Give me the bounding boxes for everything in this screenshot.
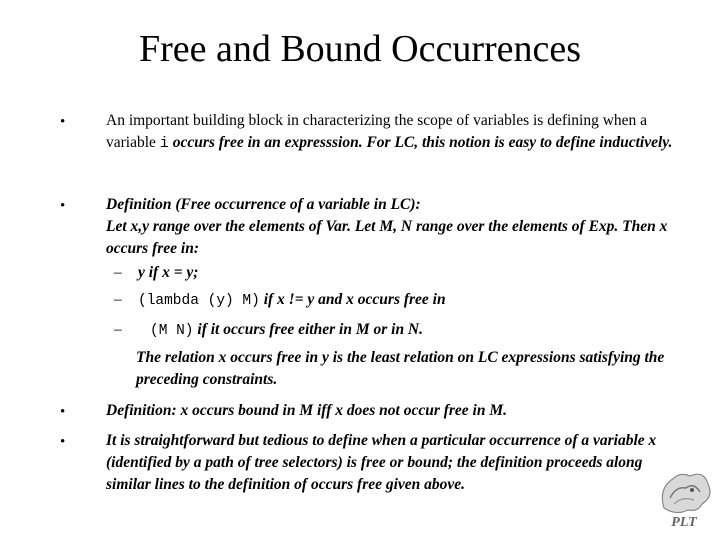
relation-note: The relation x occurs free in y is the least relation on LC expressions satisfying the preceding constraints. — [136, 349, 665, 388]
rule-application-text: if it occurs free either in M or in N. — [193, 321, 424, 338]
bullet-icon: • — [60, 404, 66, 420]
rule-application — [150, 319, 423, 342]
page-title: Free and Bound Occurrences — [138, 28, 582, 70]
logo-text: PLT — [671, 515, 697, 530]
paragraph-scope-italic: occurs free in an expresssion. For LC, this notion is easy to define inductively. — [168, 134, 673, 151]
paragraph-tedious: It is straightforward but tedious to define when a particular occurrence of a variable x (identified by a path of tree selectors) is free or bound; the definition proceeds along similar lines to the definition of occurs free given above. — [106, 432, 657, 493]
variable-i: i — [159, 135, 169, 152]
definition-free-occurrence — [106, 194, 691, 260]
plt-dragon-logo-icon — [654, 468, 714, 530]
definition-bound: Definition: x occurs bound in M iff x does not occur free in M. — [106, 402, 508, 419]
definition-body: Let x,y range over the elements of Var. Let M, N range over the elements of Exp. Then x occurs free in: — [106, 218, 668, 257]
bullet-icon: • — [60, 114, 66, 130]
rule-lambda — [138, 289, 446, 312]
rule-lambda-text: if x != y and x occurs free in — [259, 291, 446, 308]
paragraph-scope-plain: An important building block in characterizing the scope of variables is defining when a variable — [106, 112, 648, 151]
dash-icon: – — [114, 291, 122, 308]
dash-icon: – — [114, 321, 122, 338]
bullet-icon: • — [60, 434, 66, 450]
rule-application-code: (M N) — [150, 323, 194, 339]
dash-icon: – — [114, 264, 122, 281]
rule-variable: y if x = y; — [138, 264, 199, 281]
paragraph-scope — [106, 110, 691, 155]
definition-heading: Definition (Free occurrence of a variable in LC): — [106, 196, 421, 213]
bullet-icon: • — [60, 198, 66, 214]
rule-lambda-code: (lambda (y) M) — [138, 293, 260, 309]
